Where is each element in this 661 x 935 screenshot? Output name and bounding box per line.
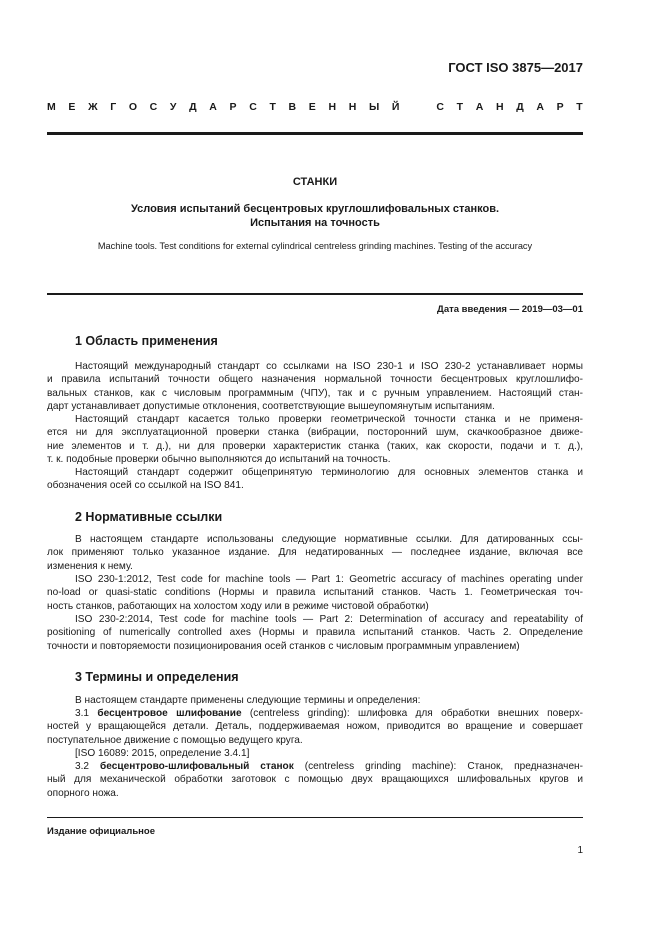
text-line: ISO 230-1:2012, Test code for machine tools — Part 1: Geometric accuracy of machines operating under — [75, 574, 583, 585]
term-3-2-first-line — [47, 760, 583, 773]
banner-letter: С — [436, 101, 444, 113]
section-1-paragraph-1 — [47, 360, 583, 413]
banner-letter: С — [249, 101, 257, 113]
term-3-2-number: 3.2 — [75, 761, 90, 772]
section-3-intro-line: В настоящем стандарте применены следующие термины и определения: — [75, 695, 421, 706]
term-3-2-definition-start: (centreless grinding machine): Станок, предназначен- — [293, 761, 583, 772]
title-rule — [47, 293, 583, 295]
page-number: 1 — [577, 845, 583, 856]
header-rule — [47, 132, 583, 135]
text-line: Настоящий стандарт касается только проверки геометрической точности станка и не применя- — [75, 414, 583, 425]
document-subtitle — [47, 202, 583, 230]
banner-letter: В — [288, 101, 297, 113]
banner-letter: Р — [556, 101, 564, 113]
section-2-heading: 2 Нормативные ссылки — [75, 510, 223, 524]
text-line: дарт устанавливает допустимые отклонения, соответствующие вышеупомянутым испытаниям. — [47, 400, 495, 412]
text-line: ный для механической обработки заготовок с помощью двух вращающихся шлифовальных кругов и — [47, 774, 583, 786]
english-title: Machine tools. Test conditions for external cylindrical centreless grinding machines. Testing of the accuracy — [97, 241, 533, 251]
banner-letter: М — [47, 101, 56, 113]
text-line: ISO 230-2:2014, Test code for machine tools — Part 2: Determination of accuracy and repeatability of — [75, 614, 583, 625]
banner-letter: А — [475, 101, 484, 113]
term-3-1-first-line — [47, 707, 583, 720]
term-3-1-number: 3.1 — [75, 708, 90, 719]
section-2-paragraph-1 — [47, 533, 583, 573]
text-line: В настоящем стандарте использованы следующие нормативные ссылки. Для датированных ссы- — [75, 534, 583, 545]
banner-letter: Е — [308, 101, 316, 113]
banner-letter: С — [149, 101, 158, 113]
section-1-paragraph-3 — [47, 466, 583, 493]
section-3-intro — [47, 694, 583, 707]
section-1-paragraph-2 — [47, 413, 583, 466]
banner-letter: Р — [229, 101, 237, 113]
banner-letter: Д — [516, 101, 524, 113]
section-2-reference-2 — [47, 613, 583, 653]
text-line: Настоящий стандарт содержит общепринятую терминологию для основных элементов станка и — [75, 467, 583, 478]
term-3-2 — [47, 760, 583, 800]
text-line: изменения к нему. — [47, 560, 133, 572]
footer-rule — [47, 817, 583, 818]
term-3-1-definition-start: (centreless grinding): шлифовка для обработки внешних поверх- — [241, 708, 583, 719]
subtitle-line-2: Испытания на точность — [250, 217, 380, 229]
banner-letter: О — [128, 101, 138, 113]
banner-letter: Г — [110, 101, 117, 113]
section-2-reference-1 — [47, 573, 583, 613]
text-line: Настоящий международный стандарт со ссылками на ISO 230-1 и ISO 230-2 устанавливает нормы — [75, 361, 583, 372]
text-line: no-load or quasi-static conditions (Нормы и правила испытаний станков. Часть 1. Геометрическая точ- — [47, 587, 583, 599]
section-3-heading: 3 Термины и определения — [75, 670, 239, 684]
subtitle-line-1: Условия испытаний бесцентровых круглошлифовальных станков. — [130, 203, 500, 215]
term-3-1-term: бесцентровое шлифование — [97, 708, 242, 719]
text-line: лок применяют только указанное издание. Для недатированных — последнее издание, включая все — [47, 547, 583, 559]
text-line: точности и повторяемости позиционирования осей станков с числовым программным управлением) — [47, 640, 520, 652]
banner-letter: Н — [328, 101, 337, 113]
document-title: СТАНКИ — [292, 176, 338, 188]
banner-letter: Й — [391, 101, 400, 113]
interstate-standard-banner — [47, 101, 583, 113]
text-line: ется ни для эксплуатационной проверки станка (вибрации, посторонний шум, скачкообразное движе- — [47, 427, 583, 439]
term-3-1 — [47, 707, 583, 760]
banner-letter: Н — [495, 101, 504, 113]
text-line: вальных станков, как с числовым программным (ЧПУ), так и с ручным управлением. Настоящий стан- — [47, 387, 583, 399]
text-line: и правила испытаний точности общего назначения нормальной точности бесцентровых круглошлифо- — [47, 374, 583, 386]
text-line: ностей у вращающейся детали. Деталь, поддерживаемая ножом, приводится во вращение и совершает — [47, 721, 583, 733]
official-edition-label: Издание официальное — [47, 826, 155, 837]
banner-letter — [412, 101, 424, 113]
banner-letter: Т — [576, 101, 583, 113]
banner-letter: А — [536, 101, 544, 113]
banner-letter: Т — [269, 101, 276, 113]
text-line: поступательное движение с помощью ведущего круга. — [47, 734, 303, 746]
introduction-date: Дата введения — 2019—03—01 — [437, 304, 583, 315]
banner-letter: Ы — [368, 101, 380, 113]
term-3-2-term: бесцентрово-шлифовальный станок — [100, 761, 294, 772]
text-line: ность станков, работающих на холостом ходу или в режиме чистовой обработки) — [47, 600, 429, 612]
banner-letter: А — [209, 101, 217, 113]
banner-letter: У — [169, 101, 177, 113]
text-line: ние элементов и т. д.), ни для проверки характеристик станка (таких, как скорости, подачи и т. д.), — [47, 440, 583, 452]
banner-letter: Е — [68, 101, 76, 113]
text-line: т. к. подобные проверки обычно выполняются до испытаний на точность. — [47, 453, 391, 465]
banner-letter: Д — [189, 101, 197, 113]
banner-letter: Ж — [88, 101, 98, 113]
text-line: опорного ножа. — [47, 787, 119, 799]
text-line: positioning of numerically controlled axes (Нормы и правила испытаний станков. Часть 2. Определение — [47, 627, 583, 639]
standard-number: ГОСТ ISO 3875—2017 — [448, 60, 583, 75]
term-3-1-source: [ISO 16089: 2015, определение 3.4.1] — [75, 747, 250, 759]
text-line: обозначения осей со ссылкой на ISO 841. — [47, 480, 244, 492]
banner-letter: Н — [348, 101, 357, 113]
section-1-heading: 1 Область применения — [75, 334, 218, 348]
banner-letter: Т — [456, 101, 464, 113]
